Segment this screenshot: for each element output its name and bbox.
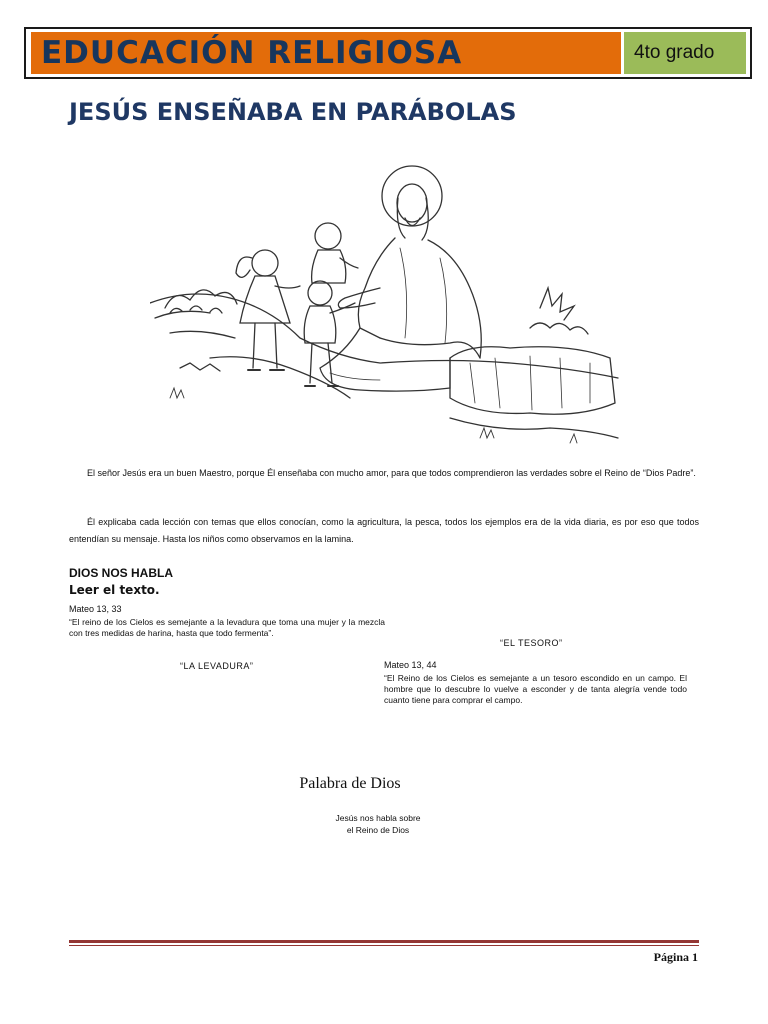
intro-paragraph-2-text: Él explicaba cada lección con temas que ellos conocían, como la agricultura, la pesca, todos los ejemplos era de la vida diaria, es por eso que todos entendían su mensaje. Hasta los niños como observamos en la lamina. bbox=[69, 517, 699, 544]
jesus-teaching-children-drawing bbox=[150, 158, 620, 448]
right-scripture-reference: Mateo 13, 44 bbox=[384, 660, 437, 670]
palabra-line-1: Jesús nos habla sobre bbox=[335, 813, 421, 823]
page-number: Página 1 bbox=[653, 950, 698, 964]
page-title: JESÚS ENSEÑABA EN PARÁBOLAS bbox=[69, 98, 517, 126]
header-title: EDUCACIÓN RELIGIOSA bbox=[31, 32, 621, 74]
right-scripture-quote: “El Reino de los Cielos es semejante a un tesoro escondido en un campo. El hombre que lo descubre lo vuelve a esconder y de tanta alegría vende todo cuanto tiene para comprar el campo. bbox=[384, 673, 687, 705]
intro-paragraph-2 bbox=[69, 514, 699, 548]
footer-rule-thin bbox=[69, 945, 699, 946]
palabra-line-2: el Reino de Dios bbox=[346, 825, 410, 835]
palabra-subtitle bbox=[0, 812, 756, 836]
header-bar bbox=[24, 27, 752, 79]
left-scripture-quote: “El reino de los Cielos es semejante a la levadura que toma una mujer y la mezcla con tres medidas de harina, hasta que todo fermenta”. bbox=[69, 617, 385, 638]
intro-paragraph-1 bbox=[69, 465, 699, 482]
right-parable-label: “EL TESORO” bbox=[500, 638, 563, 648]
left-scripture-reference: Mateo 13, 33 bbox=[69, 604, 122, 614]
palabra-title: Palabra de Dios bbox=[299, 775, 401, 792]
section-subheading: Leer el texto. bbox=[69, 583, 160, 597]
intro-paragraph-1-text: El señor Jesús era un buen Maestro, porque Él enseñaba con mucho amor, para que todos comprendieron las verdades sobre el Reino de “Dios Padre”. bbox=[87, 468, 696, 478]
left-parable-label: “LA LEVADURA” bbox=[180, 661, 254, 671]
section-heading: DIOS NOS HABLA bbox=[69, 566, 174, 580]
footer-rule-thick bbox=[69, 940, 699, 943]
grade-label: 4to grado bbox=[624, 32, 746, 74]
